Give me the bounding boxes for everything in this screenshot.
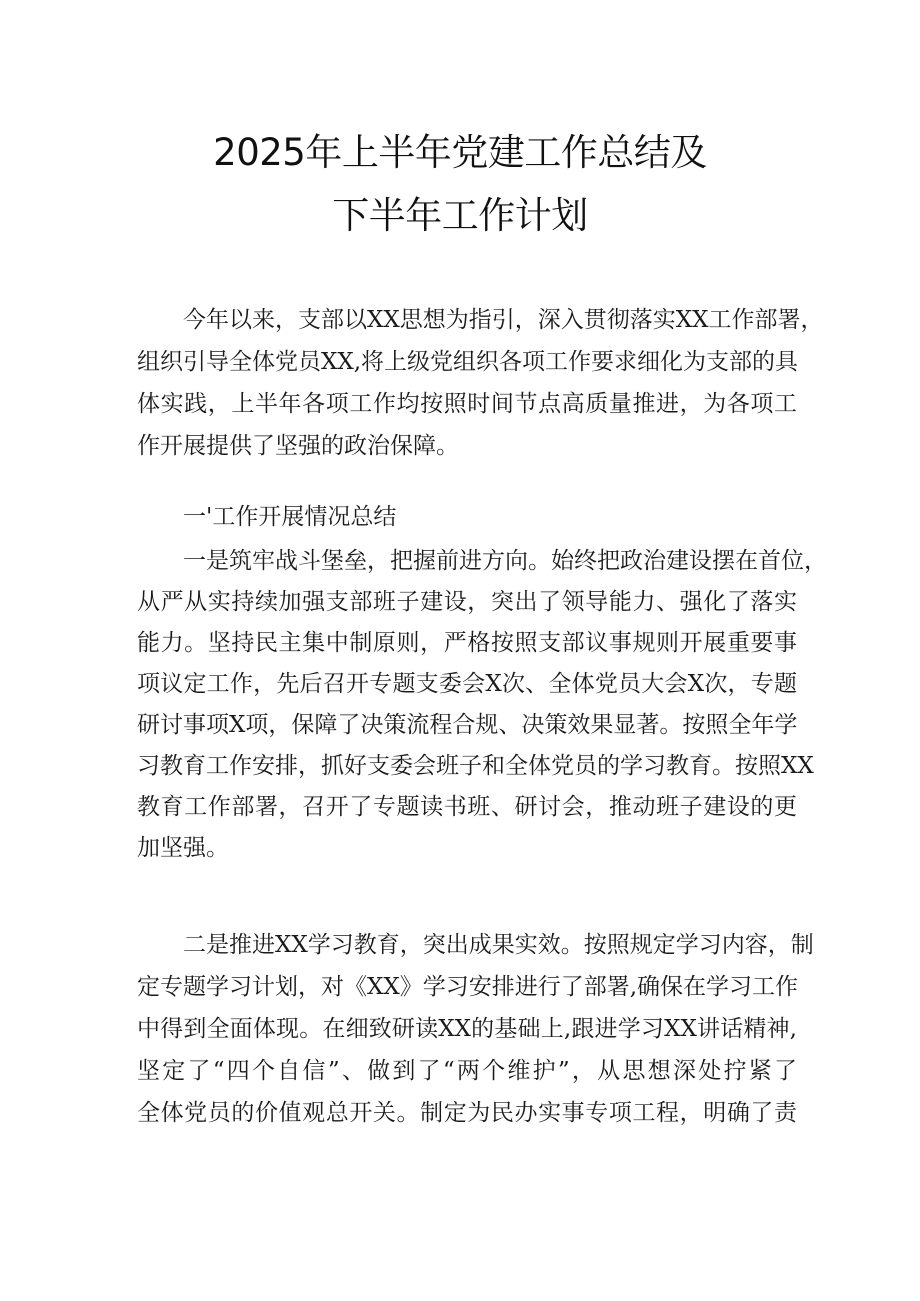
paragraph-line: 能力。坚持民主集中制原则，严格按照支部议事规则开展重要事 bbox=[137, 630, 797, 656]
paragraph-line: 教育工作部署，召开了专题读书班、研讨会，推动班子建设的更 bbox=[137, 794, 797, 820]
paragraph-line: 加坚强。 bbox=[137, 835, 229, 861]
paragraph-line: 坚定了“四个自信”、做到了“两个维护”，从思想深处拧紧了 bbox=[137, 1058, 797, 1084]
intro-line: 今年以来，支部以XX思想为指引，深入贯彻落实XX工作部署， bbox=[183, 307, 824, 333]
paragraph-line: 从严从实持续加强支部班子建设，突出了领导能力、强化了落实 bbox=[137, 589, 797, 615]
intro-line: 作开展提供了坚强的政治保障。 bbox=[137, 433, 459, 459]
paragraph-line: 中得到全面体现。在细致研读XX的基础上,跟进学习XX讲话精神, bbox=[137, 1016, 797, 1042]
paragraph-line: 项议定工作，先后召开专题支委会X次、全体党员大会X次，专题 bbox=[137, 671, 797, 697]
section-heading-text: 一'工作开展情况总结 bbox=[183, 504, 397, 530]
paragraph-line: 定专题学习计划，对《XX》学习安排进行了部署,确保在学习工作 bbox=[137, 974, 799, 1000]
intro-line: 体实践，上半年各项工作均按照时间节点高质量推进，为各项工 bbox=[137, 391, 797, 417]
intro-line: 组织引导全体党员XX,将上级党组织各项工作要求细化为支部的具 bbox=[137, 349, 799, 375]
paragraph-line: 一是筑牢战斗堡垒，把握前进方向。始终把政治建设摆在首位， bbox=[183, 548, 827, 574]
document-title-line-2: 下半年工作计划 bbox=[332, 194, 588, 237]
paragraph-line: 全体党员的价值观总开关。制定为民办实事专项工程，明确了责 bbox=[137, 1100, 797, 1126]
paragraph-line: 习教育工作安排，抓好支委会班子和全体党员的学习教育。按照XX bbox=[137, 753, 814, 779]
paragraph-line: 二是推进XX学习教育，突出成果实效。按照规定学习内容，制 bbox=[183, 932, 814, 958]
document-title-line-1: 2025年上半年党建工作总结及 bbox=[213, 131, 707, 174]
paragraph-line: 研讨事项X项，保障了决策流程合规、决策效果显著。按照全年学 bbox=[137, 712, 798, 738]
